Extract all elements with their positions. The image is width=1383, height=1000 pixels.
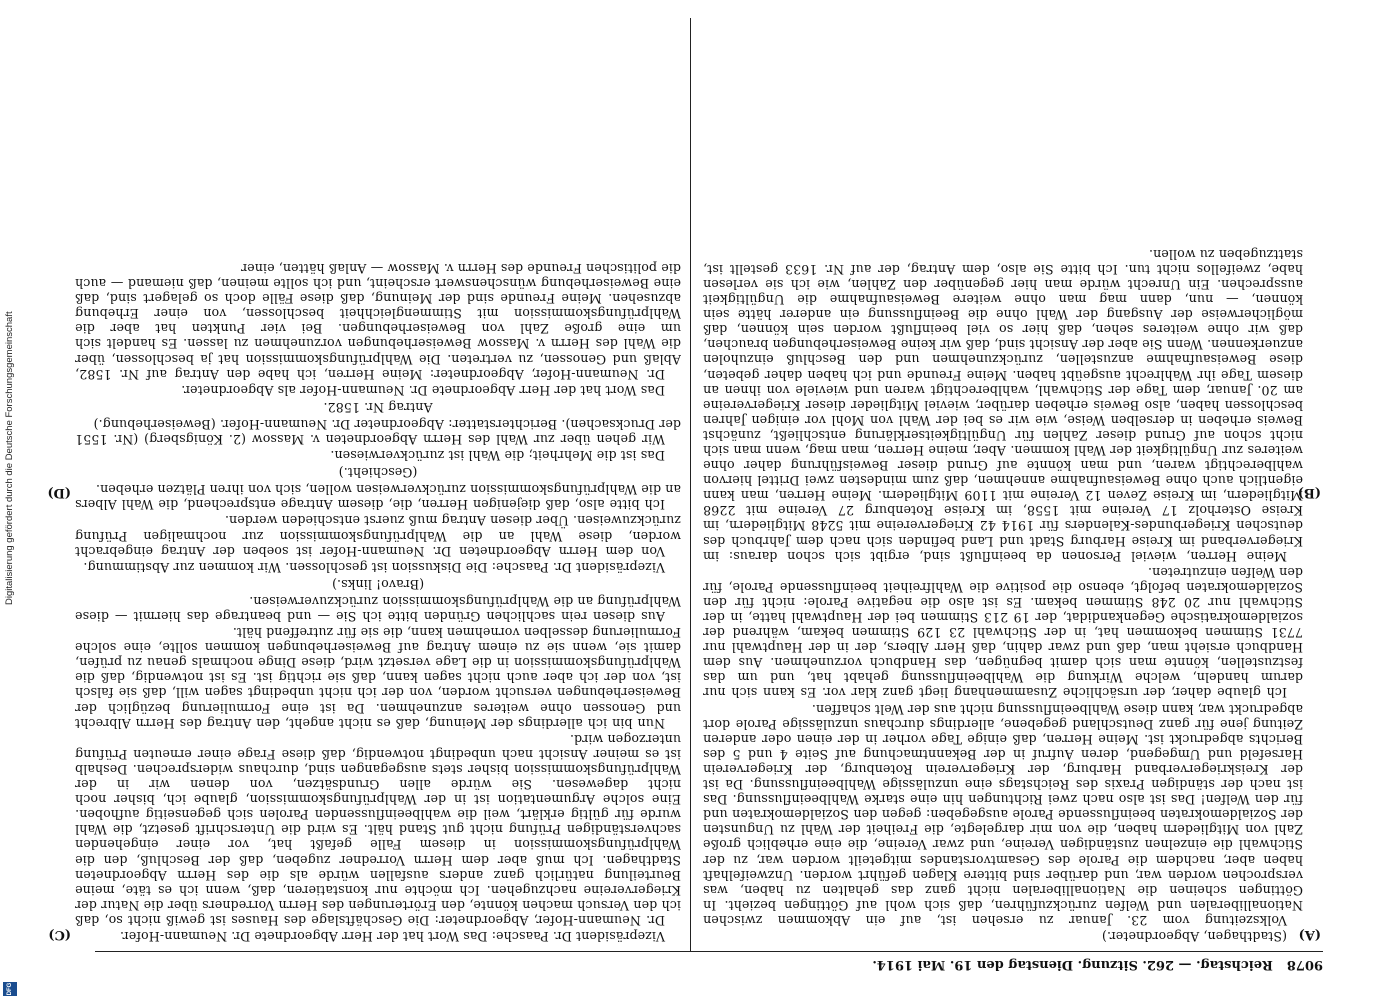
paragraph: Wir gehen über zur Wahl des Herrn Abgeordneten v. Massow (2. Königsberg) (Nr. 1551 der Drucksachen). Berichterstatter: Abgeordneter Dr. Neumann-Hofer. (Beweiserhebung.) (75, 416, 681, 447)
paragraph: Nun bin ich allerdings der Meinung, daß es nicht angeht, den Antrag des Herrn Albrecht und Genossen ohne weiteres anzunehmen. Da ist eine Formulierung bezüglich der Beweiserhebungen versucht worden, von der ich nicht unbedingt sagen will, daß sie falsch ist, von der ich aber auch nicht sagen kann, daß sie richtig ist. Es ist notwendig, daß die Wahlprüfungskommission in die Lage versetzt wird, diese Dinge nochmals genau zu prüfen, damit sie, wenn sie zu einem Antrag auf Beweiserhebungen kommen sollte, eine solche Formulierung desselben vornehmen kann, die sie für zutreffend hält. (75, 625, 681, 731)
interjection: (Geschieht.) (338, 465, 418, 481)
page-title: Reichstag. — 262. Sitzung. Dienstag den 19. Mai 1914. (872, 957, 1273, 972)
margin-mark-a: (A) (1298, 927, 1321, 942)
dfg-logo (3, 982, 17, 996)
page-number: 9078 (1286, 957, 1323, 972)
paragraph: Von dem Herrn Abgeordneten Dr. Neumann-Hofer ist soeben der Antrag eingebracht worden, diese Wahl an die Wahlprüfungskommission zur nochmaligen Prüfung zurückzuweisen. Über diesen Antrag muß zuerst entschieden werden. (75, 513, 681, 559)
interjection: Antrag Nr. 1582. (323, 399, 433, 415)
column-divider (690, 18, 691, 952)
left-column (703, 20, 1303, 944)
margin-mark-d: (D) (47, 485, 71, 500)
margin-mark-b: (B) (1297, 485, 1321, 500)
paragraph: Dr. Neumann-Hofer, Abgeordneter: Die Geschäftslage des Hauses ist gewiß nicht so, daß ich den Versuch machen könnte, den Erörterungen des Herrn Vorredners über die Natur der Kriegervereine nachzugehen. Ich möchte nur konstatieren, daß, wenn ich es täte, meine Beurteilung natürlich ganz anders ausfallen würde als die des Herrn Abgeordneten Stadthagen. Ich muß aber dem Herrn Vorredner zugeben, daß der Beschluß, den die Wahlprüfungskommission in diesem Falle gefaßt hat, vor einer eingehenden sachverständigen Prüfung nicht gut Stand hält. Es wird die Unterschrift gesetzt, die Wahl wurde für gültig erklärt, weil die wahlbeeinflussenden Parolen sich gegenseitig aufhoben. Eine solche Argumentation ist in der Wahlprüfungskommission, glaube ich, bisher noch nicht dagewesen. Sie würde allen Grundsätzen, von denen wir in der Wahlprüfungskommission bisher stets ausgegangen sind, durchaus widersprechen. Deshalb ist es meiner Ansicht nach unbedingt notwendig, daß diese Frage einer erneuten Prüfung unterzogen wird. (75, 731, 681, 928)
digitization-credit: Digitalisierung gefördert durch die Deutsche Forschungsgemeinschaft (4, 311, 15, 605)
paragraph: Das Wort hat der Herr Abgeordnete Dr. Neumann-Hofer als Abgeordneter. (181, 382, 665, 398)
interjection: (Bravo! links.) (331, 576, 425, 592)
paragraph: Dr. Neumann-Hofer, Abgeordneter: Meine Herren, ich habe den Antrag auf Nr. 1582, Ablaß und Genossen, zu vertreten. Die Wahlprüfungskommission hat ja beschlossen, über die Wahl des Herrn v. Massow Beweiserhebungen vorzunehmen zu lassen. Es handelt sich um eine große Zahl von Beweiserhebungen. Bei vier Punkten hat aber die Wahlprüfungskommission mit Stimmengleichheit beschlossen, von einer Erhebung abzusehen. Meine Freunde sind der Meinung, daß diese Fälle doch so gelagert sind, daß eine Beweiserhebung wünschenswert erscheint, und ich sollte meinen, daß niemand — auch die politischen Freunde des Herrn v. Massow — Anlaß hätten, einer (75, 260, 681, 382)
paragraph: Das ist die Mehrheit; die Wahl ist zurückverwiesen. (330, 448, 665, 464)
page-header (95, 957, 1323, 972)
paragraph: Aus diesen rein sachlichen Gründen bitte ich Sie — und beantrage das hiermit — diese Wahlprüfung an die Wahlprüfungskommission zurückzuverweisen. (75, 593, 681, 625)
paragraph: Ich glaube daher, der ursächliche Zusammenhang liegt ganz klar vor. Es kann sich nur darum handeln, welche Wirkung die Wahlbeeinflussung gehabt hat, und um das festzustellen, könnte man sich damit begnügen, das Handbuch vorzunehmen. Aus dem Handbuch ersieht man, daß und zwar dahin, daß Herr Albers, der in der Hauptwahl nur 7731 Stimmen bekommen hat, in der Stichwahl 23 129 Stimmen bekam, während der sozialdemokratische Gegenkandidat, der 19 213 Stimmen bei der Hauptwahl hatte, in der Stichwahl nur 20 248 Stimmen bekam. Es ist also die negative Parole: nicht für den Sozialdemokraten befolgt, ebenso die positive die Wahlfreiheit beeinflussende Parole, für den Welfen einzutreten. (703, 564, 1303, 701)
paragraph: (Stadthagen, Abgeordneter.) (1101, 929, 1287, 944)
header-rule (95, 951, 1323, 952)
margin-mark-c: (C) (48, 927, 71, 942)
paragraph: Volkszeitung vom 23. Januar zu ersehen ist, auf ein Abkommen zwischen Nationalliberalen und Welfen zurückzuführen, daß sich wohl auf Göttingen bezieht. In Göttingen scheinen die Nationalliberalen nicht ganz das gehalten zu haben, was versprochen worden war, und darüber sind bittere Klagen geführt worden. Unzweifelhaft haben aber, nachdem die Parole des Gesamtvorstandes mitgeteilt worden war, zu der Stichwahl die einzelnen zuständigen Vereine, und zwar Vereine, die eine erheblich große Zahl von Mitgliedern haben, die von mir dargelegte, die Freiheit der Wahl zu Ungunsten der Sozialdemokraten beeinflussende Parole ausgegeben: gegen den Sozialdemokraten und für den Welfen! Das ist also nach zwei Richtungen hin eine starke Wahlbeeinflussung. Das ist nach der ständigen Praxis des Reichstags eine unzulässige Wahlbeeinflussung. Da ist der Kreiskriegerverband Harburg, der Kriegerverein Rotenburg, der Kriegerverein Harsefeld und Umgegend, deren Aufruf in der Bekanntmachung auf Seite 4 und 5 des Berichts abgedruckt ist. Meine Herren, daß einige Tage vorher in der einen oder anderen Zeitung jene für ganz Deutschland gegebene, allerdings durchaus unzulässige Parole dort abgedruckt war, kann diese Wahlbeeinflussung nicht aus der Welt schaffen. (703, 701, 1303, 928)
paragraph: Vizepräsident Dr. Paasche: Die Diskussion ist geschlossen. Wir kommen zur Abstimmung. (83, 559, 665, 575)
paragraph: Meine Herren, wieviel Personen da beeinflußt sind, ergibt sich schon daraus: im Kriegerverband im Kreise Harburg Stadt und Land befinden sich nach dem Jahrbuch des deutschen Kriegerbundes-Kalenders für 1914 42 Kriegervereine mit 5248 Mitgliedern, im Kreise Osterholz 17 Vereine mit 1558, im Kreise Rotenburg 27 Vereine mit 2268 Mitgliedern, im Kreise Zeven 12 Vereine mit 1109 Mitgliedern. Meine Herren, man kann eigentlich auch ohne Beweisaufnahme annehmen, daß zum mindesten zwei Drittel hiervon wahlberechtigt waren, und man könnte auf Grund dieser Beweisführung daher ohne weiteres zur Ungültigkeit der Wahl kommen. Aber, meine Herren, man mag, wenn man sich nicht schon auf Grund dieser Zahlen für Ungültigkeitserklärung entschließt, zunächst Beweis erheben in derselben Weise, wie wir es bei der Wahl von Mohl vor einigen Jahren beschlossen haben, also Beweis erheben darüber, wieviel Mitglieder dieser Kriegervereine am 20. Januar, dem Tage der Stichwahl, wahlberechtigt waren und wieviele von ihnen an diesem Tage ihr Wahlrecht ausgeübt haben. Meine Freunde und ich haben daher gebeten, diese Beweisaufnahme anzustellen, zurückzunehmen und den Beschluß einzuholen anzuerkennen. Wenn Sie aber der Ansicht sind, daß wir keine Beweiserhebungen brauchen, daß wir ohne weiteres sehen, daß hier so viel beeinflußt worden sein können, daß möglicherweise der Ausgang der Wahl ohne die Beeinflussung ein anderer hätte sein können, — nun, dann mag man ohne weitere Beweisaufnahme die Ungültigkeit aussprechen. Ein Unrecht würde man hier gegenüber den Zahlen, wie ich sie verlesen habe, zweifellos nicht tun. Ich bitte Sie also, dem Antrag, der auf Nr. 1633 gestellt ist, stattzugeben zu wollen. (703, 246, 1303, 564)
dfg-logo-text: DFG (7, 982, 13, 996)
paragraph: Vizepräsident Dr. Paasche: Das Wort hat der Herr Abgeordnete Dr. Neumann-Hofer. (119, 929, 665, 944)
paragraph: Ich bitte also, daß diejenigen Herren, die, diesem Antrage entsprechend, die Wahl Albers an die Wahlprüfungskommission zurückverweisen wollen, sich von ihren Plätzen erheben. (75, 482, 681, 513)
right-column (75, 20, 681, 944)
